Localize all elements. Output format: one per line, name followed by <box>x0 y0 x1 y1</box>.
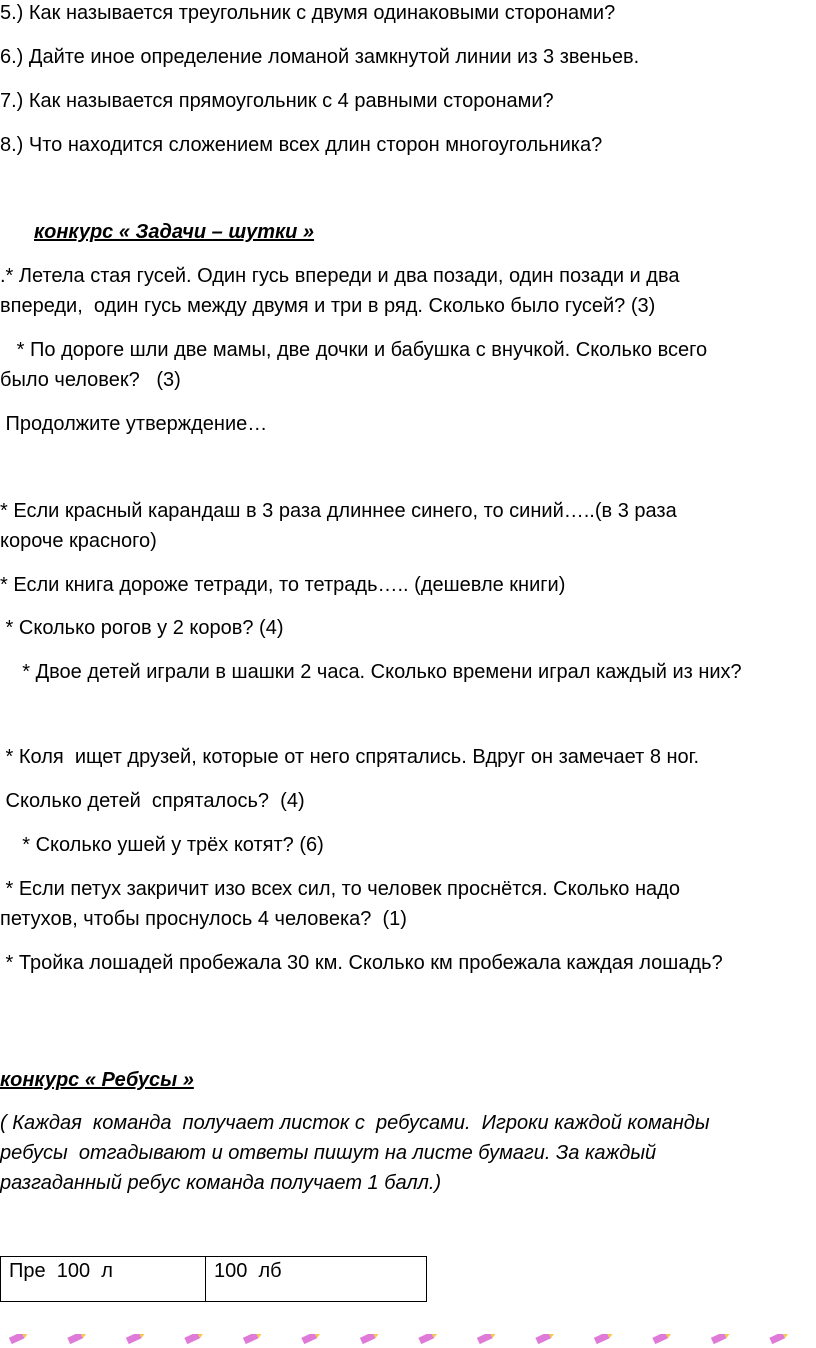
question-6: 6.) Дайте иное определение ломаной замкнутой линии из 3 звеньев. <box>0 46 640 68</box>
pencil-border <box>0 1334 816 1348</box>
joke-line: * Тройка лошадей пробежала 30 км. Сколько км пробежала каждая лошадь? <box>0 952 723 974</box>
pencil-icon <box>126 1334 147 1344</box>
joke-line: * Сколько рогов у 2 коров? (4) <box>0 617 284 639</box>
pencil-icon <box>535 1334 556 1344</box>
pencil-icon <box>9 1334 30 1344</box>
joke-line: * По дороге шли две мамы, две дочки и бабушка с внучкой. Сколько всего <box>0 339 708 361</box>
joke-line: было человек? (3) <box>0 369 181 391</box>
rebus-cell: Пре 100 л <box>1 1257 206 1302</box>
rebus-description-line: ( Каждая команда получает листок с ребусами. Игроки каждой команды <box>0 1112 710 1134</box>
table-row <box>1 1257 427 1302</box>
pencil-icon <box>711 1334 732 1344</box>
joke-line: .* Летела стая гусей. Один гусь впереди и два позади, один позади и два <box>0 265 680 287</box>
joke-line: * Если книга дороже тетради, то тетрадь….. (дешевле книги) <box>0 574 566 596</box>
contest-jokes-title: конкурс « Задачи – шутки » <box>34 221 315 243</box>
rebus-table <box>0 1256 427 1302</box>
pencil-icon <box>418 1334 439 1344</box>
joke-line: короче красного) <box>0 530 157 552</box>
contest-rebus-title: конкурс « Ребусы » <box>0 1069 194 1091</box>
pencil-icon <box>67 1334 88 1344</box>
pencil-icon <box>243 1334 264 1344</box>
pencil-icon <box>594 1334 615 1344</box>
question-5: 5.) Как называется треугольник с двумя одинаковыми сторонами? <box>0 2 616 24</box>
pencil-icon <box>301 1334 322 1344</box>
joke-line: * Двое детей играли в шашки 2 часа. Сколько времени играл каждый из них? <box>0 661 742 683</box>
joke-line: петухов, чтобы проснулось 4 человека? (1) <box>0 908 407 930</box>
joke-line: * Если красный карандаш в 3 раза длиннее синего, то синий…..(в 3 раза <box>0 500 677 522</box>
question-8: 8.) Что находится сложением всех длин сторон многоугольника? <box>0 134 603 156</box>
pencil-icon <box>184 1334 205 1344</box>
rebus-cell: 100 лб <box>206 1257 427 1302</box>
pencil-icon <box>652 1334 673 1344</box>
rebus-description-line: ребусы отгадывают и ответы пишут на листе бумаги. За каждый <box>0 1142 657 1164</box>
pencil-icon <box>477 1334 498 1344</box>
pencil-icon <box>360 1334 381 1344</box>
joke-line: * Сколько ушей у трёх котят? (6) <box>0 834 324 856</box>
joke-line: впереди, один гусь между двумя и три в ряд. Сколько было гусей? (3) <box>0 295 656 317</box>
pencil-icon <box>769 1334 790 1344</box>
question-7: 7.) Как называется прямоугольник с 4 равными сторонами? <box>0 90 554 112</box>
rebus-description-line: разгаданный ребус команда получает 1 балл.) <box>0 1172 442 1194</box>
joke-line: Продолжите утверждение… <box>0 413 268 435</box>
joke-line: * Коля ищет друзей, которые от него спрятались. Вдруг он замечает 8 ног. <box>0 746 700 768</box>
joke-line: Сколько детей спряталось? (4) <box>0 790 305 812</box>
joke-line: * Если петух закричит изо всех сил, то человек проснётся. Сколько надо <box>0 878 680 900</box>
